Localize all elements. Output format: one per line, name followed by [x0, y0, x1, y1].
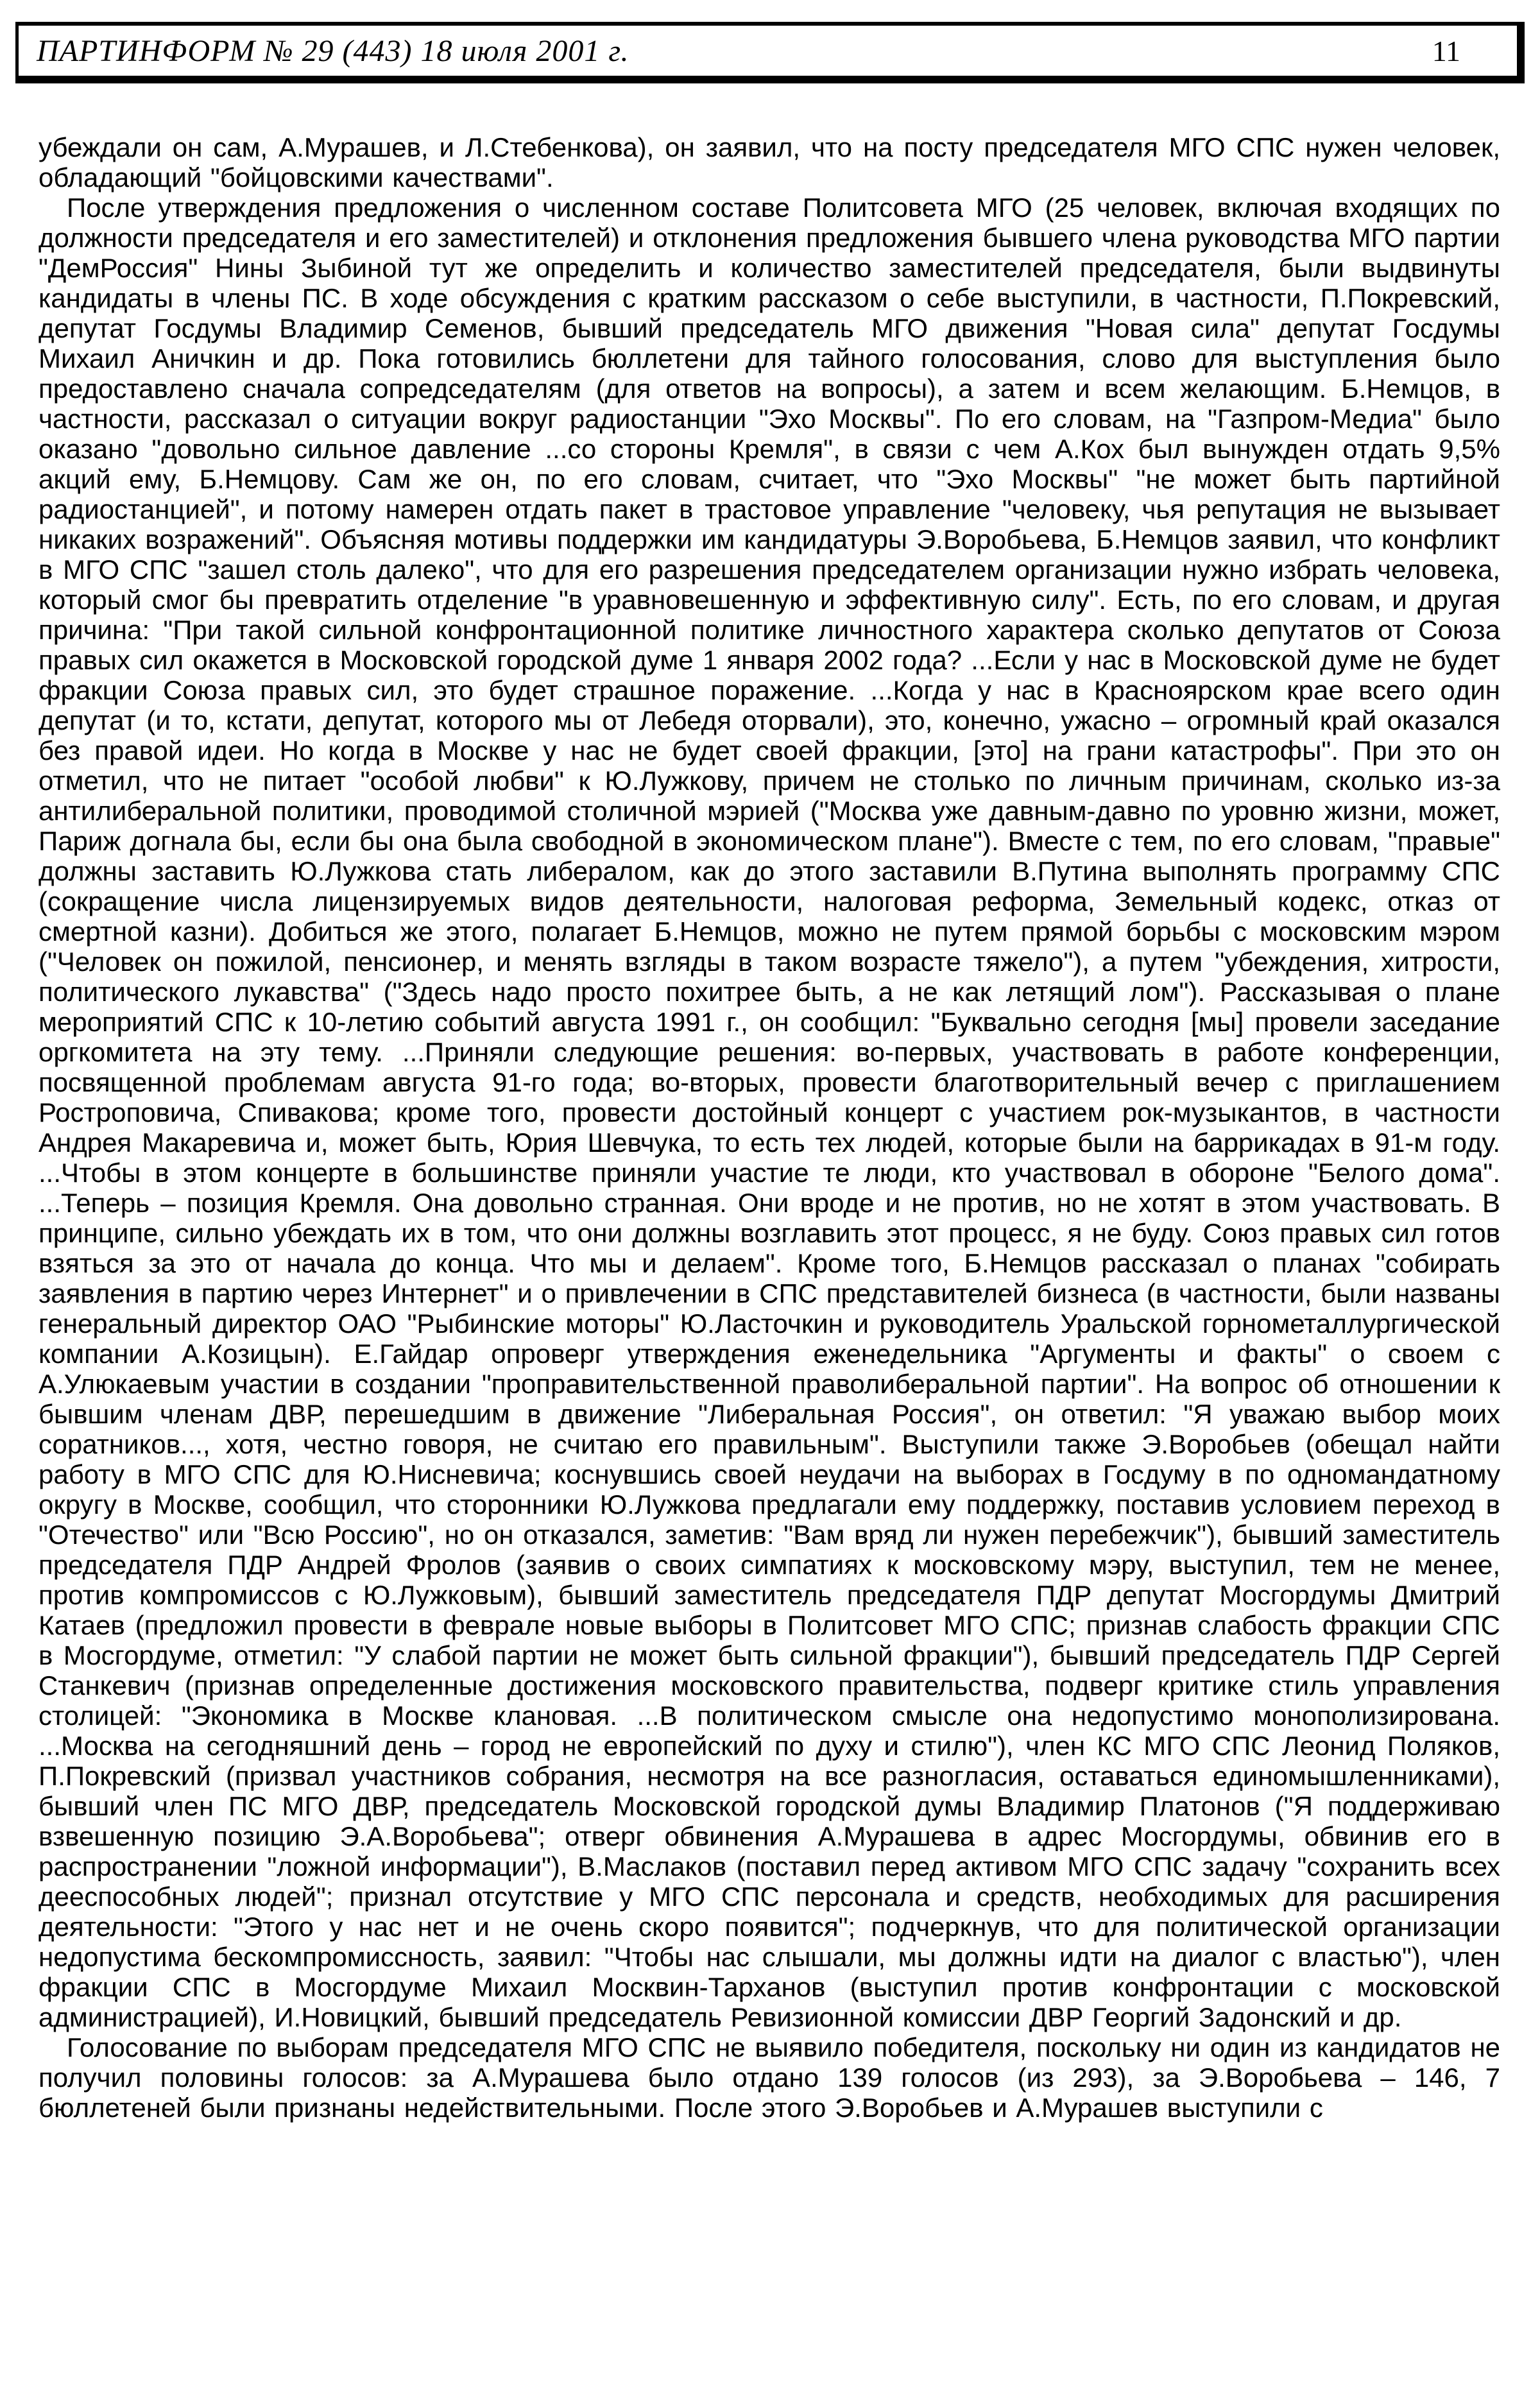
article-body	[38, 132, 1500, 2123]
page-number: 11	[1432, 34, 1460, 67]
paragraph-continuation: убеждали он сам, А.Мурашев, и Л.Стебенкова), он заявил, что на посту председателя МГО СПС нужен человек, обладающий "бойцовскими качествами".	[38, 132, 1500, 193]
paragraph-voting-results: Голосование по выборам председателя МГО СПС не выявило победителя, поскольку ни один из кандидатов не получил половины голосов: за А.Мурашева было отдано 139 голосов (из 293), за Э.Воробьева – 146, 7 бюллетеней были признаны недействительными. После этого Э.Воробьев и А.Мурашев выступили с	[38, 2032, 1500, 2123]
paragraph-meeting-report: После утверждения предложения о численном составе Политсовета МГО (25 человек, включая входящих по должности председателя и его заместителей) и отклонения предложения бывшего члена руководства МГО партии "ДемРоссия" Нины Зыбиной тут же определить и количество заместителей председателя, были выдвинуты кандидаты в члены ПС. В ходе обсуждения с кратким рассказом о себе выступили, в частности, П.Покревский, депутат Госдумы Владимир Семенов, бывший председатель МГО движения "Новая сила" депутат Госдумы Михаил Аничкин и др. Пока готовились бюллетени для тайного голосования, слово для выступления было предоставлено сначала сопредседателям (для ответов на вопросы), а затем и всем желающим. Б.Немцов, в частности, рассказал о ситуации вокруг радиостанции "Эхо Москвы". По его словам, на "Газпром-Медиа" было оказано "довольно сильное давление ...со стороны Кремля", в связи с чем А.Кох был вынужден отдать 9,5% акций ему, Б.Немцову. Сам же он, по его словам, считает, что "Эхо Москвы" "не может быть партийной радиостанцией", и потому намерен отдать пакет в трастовое управление "человеку, чья репутация не вызывает никаких возражений". Объясняя мотивы поддержки им кандидатуры Э.Воробьева, Б.Немцов заявил, что конфликт в МГО СПС "зашел столь далеко", что для его разрешения председателем организации нужно избрать человека, который смог бы превратить отделение "в уравновешенную и эффективную силу". Есть, по его словам, и другая причина: "При такой сильной конфронтационной политике личностного характера сколько депутатов от Союза правых сил окажется в Московской городской думе 1 января 2002 года? ...Если у нас в Московской думе не будет фракции Союза правых сил, это будет страшное поражение. ...Когда у нас в Красноярском крае всего один депутат (и то, кстати, депутат, которого мы от Лебедя оторвали), это, конечно, ужасно – огромный край оказался без правой идеи. Но когда в Москве у нас не будет своей фракции, [это] на грани катастрофы". При это он отметил, что не питает "особой любви" к Ю.Лужкову, причем не столько по личным причинам, сколько из-за антилиберальной политики, проводимой столичной мэрией ("Москва уже давным-давно по уровню жизни, может, Париж догнала бы, если бы она была свободной в экономическом плане"). Вместе с тем, по его словам, "правые" должны заставить Ю.Лужкова стать либералом, как до этого заставили В.Путина выполнять программу СПС (сокращение числа лицензируемых видов деятельности, налоговая реформа, Земельный кодекс, отказ от смертной казни). Добиться же этого, полагает Б.Немцов, можно не путем прямой борьбы с московским мэром ("Человек он пожилой, пенсионер, и менять взгляды в таком возрасте тяжело"), а путем "убеждения, хитрости, политического лукавства" ("Здесь надо просто похитрее быть, а не как летящий лом"). Рассказывая о плане мероприятий СПС к 10-летию событий августа 1991 г., он сообщил: "Буквально сегодня [мы] провели заседание оргкомитета на эту тему. ...Приняли следующие решения: во-первых, участвовать в работе конференции, посвященной проблемам августа 91-го года; во-вторых, провести благотворительный вечер с приглашением Ростроповича, Спивакова; кроме того, провести достойный концерт с участием рок-музыкантов, в частности Андрея Макаревича и, может быть, Юрия Шевчука, то есть тех людей, которые были на баррикадах в 91-м году. ...Чтобы в этом концерте в большинстве приняли участие те люди, кто участвовал в обороне "Белого дома". ...Теперь – позиция Кремля. Она довольно странная. Они вроде и не против, но не хотят в этом участвовать. В принципе, сильно убеждать их в том, что они должны возглавить этот процесс, я не буду. Союз правых сил готов взяться за это от начала до конца. Что мы и делаем". Кроме того, Б.Немцов рассказал о планах "собирать заявления в партию через Интернет" и о привлечении в СПС представителей бизнеса (в частности, были названы генеральный директор ОАО "Рыбинские моторы" Ю.Ласточкин и руководитель Уральской горнометаллургической компании А.Козицын). Е.Гайдар опроверг утверждения еженедельника "Аргументы и факты" о своем с А.Улюкаевым участии в создании "проправительственной праволиберальной партии". На вопрос об отношении к бывшим членам ДВР, перешедшим в движение "Либеральная Россия", он ответил: "Я уважаю выбор моих соратников..., хотя, честно говоря, не считаю его правильным". Выступили также Э.Воробьев (обещал найти работу в МГО СПС для Ю.Нисневича; коснувшись своей неудачи на выборах в Госдуму в по одномандатному округу в Москве, сообщил, что сторонники Ю.Лужкова предлагали ему поддержку, поставив условием переход в "Отечество" или "Всю Россию", но он отказался, заметив: "Вам вряд ли нужен перебежчик"), бывший заместитель председателя ПДР Андрей Фролов (заявив о своих симпатиях к московскому мэру, выступил, тем не менее, против компромиссов с Ю.Лужковым), бывший заместитель председателя ПДР депутат Мосгордумы Дмитрий Катаев (предложил провести в феврале новые выборы в Политсовет МГО СПС; признав слабость фракции СПС в Мосгордуме, отметил: "У слабой партии не может быть сильной фракции"), бывший председатель ПДР Сергей Станкевич (признав определенные достижения московского правительства, подверг критике стиль управления столицей: "Экономика в Москве клановая. ...В политическом смысле она недопустимо монополизирована. ...Москва на сегодняшний день – город не европейский по духу и стилю"), член КС МГО СПС Леонид Поляков, П.Покревский (призвал участников собрания, несмотря на все разногласия, оставаться единомышленниками), бывший член ПС МГО ДВР, председатель Московской городской думы Владимир Платонов ("Я поддерживаю взвешенную позицию Э.А.Воробьева"; отверг обвинения А.Мурашева в адрес Мосгордумы, обвинив его в распространении "ложной информации"), В.Маслаков (поставил перед активом МГО СПС задачу "сохранить всех дееспособных людей"; признал отсутствие у МГО СПС персонала и средств, необходимых для расширения деятельности: "Этого у нас нет и не очень скоро появится"; подчеркнув, что для политической организации недопустима бескомпромиссность, заявил: "Чтобы нас слышали, мы должны идти на диалог с властью"), член фракции СПС в Мосгордуме Михаил Москвин-Тарханов (выступил против конфронтации с московской администрацией), И.Новицкий, бывший председатель Ревизионной комиссии ДВР Георгий Задонский и др.	[38, 193, 1500, 2032]
page-header	[15, 22, 1525, 83]
newsletter-title: ПАРТИНФОРМ № 29 (443) 18 июля 2001 г.	[37, 33, 629, 68]
